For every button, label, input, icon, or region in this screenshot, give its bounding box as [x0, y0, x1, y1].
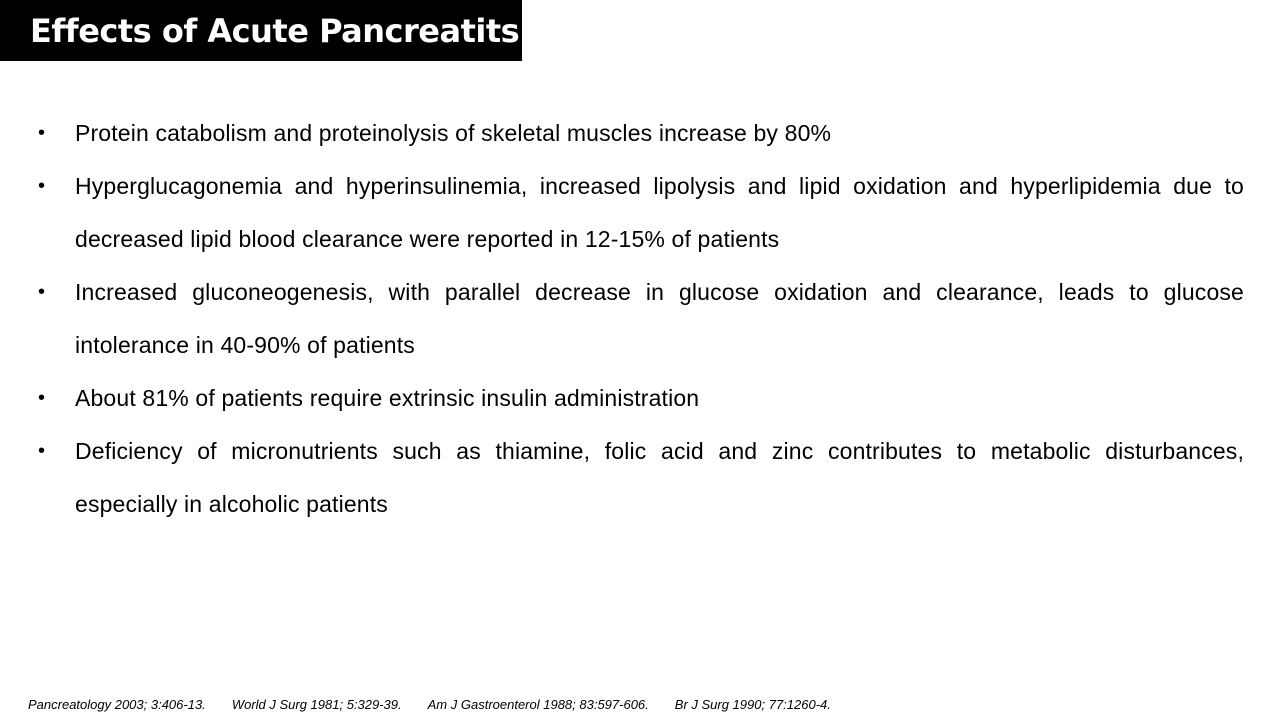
- title-bar: [0, 0, 522, 61]
- bullet-list: [38, 107, 1244, 531]
- bullet-text: Hyperglucagonemia and hyperinsulinemia, increased lipolysis and lipid oxidation and hyperlipidemia due to decreased lipid blood clearance were reported in 12-15% of patients: [75, 173, 1244, 252]
- bullet-text: About 81% of patients require extrinsic insulin administration: [75, 385, 700, 411]
- bullet-item: [38, 372, 1244, 425]
- bullet-text: Protein catabolism and proteinolysis of skeletal muscles increase by 80%: [75, 120, 832, 146]
- references: [28, 697, 857, 712]
- reference: Am J Gastroenterol 1988; 83:597-606.: [427, 697, 649, 712]
- bullet-icon: •: [38, 175, 46, 197]
- bullet-item: [38, 425, 1244, 531]
- bullet-text: Deficiency of micronutrients such as thiamine, folic acid and zinc contributes to metabolic disturbances, especially in alcoholic patients: [75, 438, 1244, 517]
- bullet-text: Increased gluconeogenesis, with parallel decrease in glucose oxidation and clearance, leads to glucose intolerance in 40-90% of patients: [75, 279, 1244, 358]
- reference: Pancreatology 2003; 3:406-13.: [28, 697, 206, 712]
- reference: World J Surg 1981; 5:329-39.: [231, 697, 402, 712]
- reference: Br J Surg 1990; 77:1260-4.: [674, 697, 831, 712]
- slide-title: Effects of Acute Pancreatits: [30, 11, 520, 50]
- bullet-icon: •: [38, 122, 46, 144]
- bullet-icon: •: [38, 440, 46, 462]
- bullet-icon: •: [38, 387, 46, 409]
- bullet-icon: •: [38, 281, 46, 303]
- bullet-item: [38, 107, 1244, 160]
- bullet-item: [38, 160, 1244, 266]
- bullet-item: [38, 266, 1244, 372]
